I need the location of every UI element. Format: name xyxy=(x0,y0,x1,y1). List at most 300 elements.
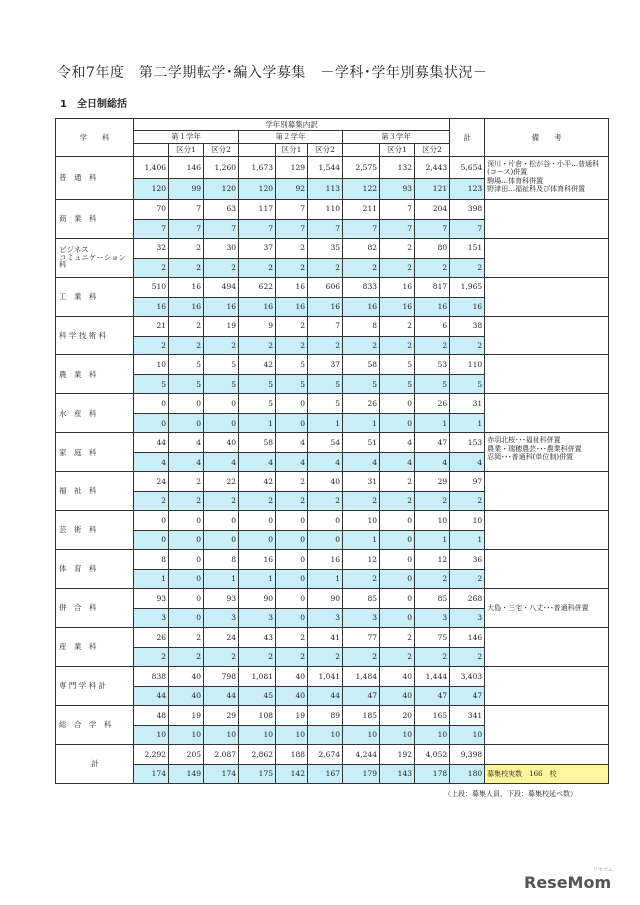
subject-name: 総 合 学 科 xyxy=(56,705,134,744)
cell-lower: 2 xyxy=(380,492,415,511)
cell-lower: 179 xyxy=(343,764,380,783)
cell-upper: 2 xyxy=(276,628,308,648)
cell-upper: 2,862 xyxy=(239,744,276,764)
table-row-upper xyxy=(56,316,609,336)
cell-upper: 151 xyxy=(450,238,485,258)
cell-upper: 21 xyxy=(134,316,169,336)
cell-lower: 5 xyxy=(239,375,276,394)
cell-upper: 42 xyxy=(239,355,276,375)
cell-upper: 817 xyxy=(415,277,450,297)
subject-name: 計 xyxy=(56,744,134,783)
cell-upper: 4 xyxy=(380,433,415,453)
page-title: 令和7年度 第二学期転学･編入学募集 －学科･学年別募集状況－ xyxy=(57,65,488,81)
cell-lower: 5 xyxy=(308,375,343,394)
cell-lower: 1 xyxy=(134,570,169,589)
cell-upper: 1,544 xyxy=(308,157,343,179)
cell-lower: 92 xyxy=(276,178,308,199)
cell-upper: 146 xyxy=(450,628,485,648)
cell-upper: 606 xyxy=(308,277,343,297)
remarks-cell xyxy=(485,511,609,550)
cell-lower: 2 xyxy=(204,492,239,511)
cell-lower: 4 xyxy=(239,453,276,472)
cell-upper: 97 xyxy=(450,472,485,492)
cell-upper: 54 xyxy=(308,433,343,453)
cell-lower: 2 xyxy=(415,336,450,355)
cell-lower: 2 xyxy=(450,258,485,277)
remarks-cell: 赤羽北桜･･･福祉科併置 農業・瑞穂農芸･･･農業科併置 忍岡･･･普通科(単位制)併置 xyxy=(485,433,609,472)
table-row-upper xyxy=(56,157,609,179)
cell-upper: 8 xyxy=(204,550,239,570)
subject-name: 福 祉 科 xyxy=(56,472,134,511)
subject-name: 水 産 科 xyxy=(56,394,134,433)
cell-lower: 2 xyxy=(276,336,308,355)
cell-upper: 89 xyxy=(308,705,343,725)
subject-name: 家 庭 科 xyxy=(56,433,134,472)
cell-lower: 5 xyxy=(169,375,204,394)
cell-lower: 0 xyxy=(239,531,276,550)
grade1-kubun2: 区分2 xyxy=(204,144,239,157)
cell-upper: 16 xyxy=(276,277,308,297)
cell-upper: 24 xyxy=(134,472,169,492)
remarks-cell xyxy=(485,705,609,744)
table-row-upper xyxy=(56,705,609,725)
cell-lower: 0 xyxy=(204,414,239,433)
cell-lower: 2 xyxy=(343,258,380,277)
grade1-header: 第１学年 xyxy=(134,131,239,144)
cell-upper: 37 xyxy=(239,238,276,258)
cell-lower: 10 xyxy=(343,725,380,744)
cell-lower: 2 xyxy=(204,648,239,667)
cell-upper: 40 xyxy=(169,666,204,686)
cell-lower: 0 xyxy=(380,531,415,550)
cell-lower: 1 xyxy=(308,414,343,433)
table-row-upper xyxy=(56,238,609,258)
cell-lower: 178 xyxy=(415,764,450,783)
school-count-note: 募集校実数 166 校 xyxy=(485,764,609,783)
cell-lower: 2 xyxy=(276,648,308,667)
cell-lower: 10 xyxy=(134,725,169,744)
cell-lower: 120 xyxy=(134,178,169,199)
cell-upper: 26 xyxy=(134,628,169,648)
cell-upper: 494 xyxy=(204,277,239,297)
cell-lower: 0 xyxy=(276,570,308,589)
cell-lower: 2 xyxy=(169,492,204,511)
cell-lower: 120 xyxy=(204,178,239,199)
cell-lower: 7 xyxy=(204,219,239,238)
cell-lower: 3 xyxy=(308,609,343,628)
cell-lower: 143 xyxy=(380,764,415,783)
cell-upper: 10 xyxy=(415,511,450,531)
cell-lower: 16 xyxy=(204,297,239,316)
remarks-blank xyxy=(485,744,609,764)
cell-lower: 2 xyxy=(343,570,380,589)
cell-lower: 1 xyxy=(239,414,276,433)
cell-upper: 37 xyxy=(308,355,343,375)
cell-lower: 2 xyxy=(450,492,485,511)
cell-lower: 2 xyxy=(169,648,204,667)
section-heading: 1 全日制総括 xyxy=(60,99,127,110)
cell-upper: 798 xyxy=(204,666,239,686)
subject-name: 専 門 学 科 計 xyxy=(56,666,134,705)
cell-upper: 1,673 xyxy=(239,157,276,179)
grade3-kubun1: 区分1 xyxy=(380,144,415,157)
cell-lower: 113 xyxy=(308,178,343,199)
cell-upper: 0 xyxy=(204,511,239,531)
cell-lower: 5 xyxy=(380,375,415,394)
cell-lower: 40 xyxy=(169,686,204,705)
cell-upper: 0 xyxy=(204,394,239,414)
cell-lower: 121 xyxy=(415,178,450,199)
subject-name: 科 学 技 術 科 xyxy=(56,316,134,355)
cell-upper: 58 xyxy=(343,355,380,375)
subject-name: 普 通 科 xyxy=(56,157,134,200)
cell-lower: 1 xyxy=(343,414,380,433)
cell-upper: 2 xyxy=(380,238,415,258)
cell-upper: 1,444 xyxy=(415,666,450,686)
cell-upper: 80 xyxy=(415,238,450,258)
cell-lower: 2 xyxy=(450,336,485,355)
cell-lower: 16 xyxy=(239,297,276,316)
cell-upper: 10 xyxy=(343,511,380,531)
cell-upper: 63 xyxy=(204,199,239,219)
cell-lower: 4 xyxy=(450,453,485,472)
cell-lower: 0 xyxy=(169,609,204,628)
cell-upper: 48 xyxy=(134,705,169,725)
cell-upper: 117 xyxy=(239,199,276,219)
cell-lower: 174 xyxy=(204,764,239,783)
cell-upper: 51 xyxy=(343,433,380,453)
remarks-cell xyxy=(485,394,609,433)
grade2-kubun2: 区分2 xyxy=(308,144,343,157)
cell-upper: 29 xyxy=(204,705,239,725)
cell-lower: 4 xyxy=(380,453,415,472)
cell-lower: 1 xyxy=(308,570,343,589)
cell-upper: 2 xyxy=(380,628,415,648)
cell-lower: 149 xyxy=(169,764,204,783)
cell-lower: 7 xyxy=(308,219,343,238)
cell-lower: 2 xyxy=(308,336,343,355)
cell-lower: 47 xyxy=(343,686,380,705)
cell-upper: 1,081 xyxy=(239,666,276,686)
cell-upper: 58 xyxy=(239,433,276,453)
cell-lower: 7 xyxy=(276,219,308,238)
cell-upper: 110 xyxy=(450,355,485,375)
cell-lower: 16 xyxy=(343,297,380,316)
cell-lower: 2 xyxy=(450,570,485,589)
cell-lower: 7 xyxy=(169,219,204,238)
cell-lower: 7 xyxy=(134,219,169,238)
cell-lower: 2 xyxy=(415,648,450,667)
cell-lower: 2 xyxy=(415,492,450,511)
cell-upper: 2 xyxy=(169,316,204,336)
table-row-upper xyxy=(56,589,609,609)
cell-upper: 30 xyxy=(204,238,239,258)
cell-upper: 16 xyxy=(380,277,415,297)
cell-upper: 5 xyxy=(380,355,415,375)
cell-upper: 0 xyxy=(380,394,415,414)
cell-upper: 41 xyxy=(308,628,343,648)
grade1-kubun1: 区分1 xyxy=(169,144,204,157)
cell-lower: 2 xyxy=(343,336,380,355)
cell-upper: 19 xyxy=(204,316,239,336)
subject-name: 商 業 科 xyxy=(56,199,134,238)
cell-upper: 0 xyxy=(169,394,204,414)
cell-upper: 268 xyxy=(450,589,485,609)
cell-lower: 0 xyxy=(380,414,415,433)
cell-upper: 2,443 xyxy=(415,157,450,179)
cell-upper: 0 xyxy=(169,511,204,531)
cell-upper: 93 xyxy=(134,589,169,609)
cell-lower: 16 xyxy=(380,297,415,316)
cell-upper: 4 xyxy=(276,433,308,453)
subject-name: 農 業 科 xyxy=(56,355,134,394)
grade3-blank xyxy=(343,144,380,157)
cell-lower: 5 xyxy=(343,375,380,394)
cell-lower: 3 xyxy=(450,609,485,628)
cell-upper: 1,041 xyxy=(308,666,343,686)
cell-lower: 2 xyxy=(380,258,415,277)
cell-lower: 2 xyxy=(239,648,276,667)
cell-upper: 622 xyxy=(239,277,276,297)
cell-lower: 1 xyxy=(450,414,485,433)
cell-lower: 2 xyxy=(169,336,204,355)
cell-lower: 16 xyxy=(308,297,343,316)
cell-lower: 4 xyxy=(169,453,204,472)
cell-lower: 5 xyxy=(276,375,308,394)
cell-upper: 341 xyxy=(450,705,485,725)
cell-upper: 40 xyxy=(308,472,343,492)
cell-lower: 5 xyxy=(415,375,450,394)
cell-lower: 1 xyxy=(450,531,485,550)
cell-lower: 3 xyxy=(204,609,239,628)
cell-upper: 110 xyxy=(308,199,343,219)
cell-lower: 44 xyxy=(308,686,343,705)
table-row-upper xyxy=(56,744,609,764)
cell-lower: 7 xyxy=(450,219,485,238)
cell-upper: 26 xyxy=(343,394,380,414)
cell-upper: 0 xyxy=(239,511,276,531)
grade2-blank xyxy=(239,144,276,157)
cell-upper: 4 xyxy=(169,433,204,453)
cell-upper: 29 xyxy=(415,472,450,492)
cell-upper: 53 xyxy=(415,355,450,375)
subject-name: 産 業 科 xyxy=(56,628,134,667)
table-row-upper xyxy=(56,628,609,648)
cell-lower: 3 xyxy=(239,609,276,628)
remarks-header: 備 考 xyxy=(485,119,609,157)
remarks-cell xyxy=(485,277,609,316)
cell-lower: 7 xyxy=(343,219,380,238)
cell-upper: 838 xyxy=(134,666,169,686)
cell-upper: 4,052 xyxy=(415,744,450,764)
resemom-logo: ReseMom xyxy=(524,873,612,892)
cell-lower: 0 xyxy=(169,570,204,589)
cell-lower: 45 xyxy=(239,686,276,705)
cell-lower: 0 xyxy=(276,609,308,628)
grade1-blank xyxy=(134,144,169,157)
cell-lower: 2 xyxy=(204,336,239,355)
subject-name: ビジネス コミュニケーション科 xyxy=(56,238,134,277)
cell-lower: 1 xyxy=(415,531,450,550)
cell-upper: 0 xyxy=(380,550,415,570)
cell-upper: 75 xyxy=(415,628,450,648)
cell-upper: 9,398 xyxy=(450,744,485,764)
cell-lower: 10 xyxy=(276,725,308,744)
cell-lower: 2 xyxy=(134,336,169,355)
remarks-cell xyxy=(485,316,609,355)
cell-lower: 175 xyxy=(239,764,276,783)
cell-upper: 211 xyxy=(343,199,380,219)
cell-upper: 16 xyxy=(239,550,276,570)
cell-lower: 16 xyxy=(169,297,204,316)
cell-upper: 2 xyxy=(276,472,308,492)
cell-upper: 0 xyxy=(276,589,308,609)
cell-lower: 122 xyxy=(343,178,380,199)
cell-lower: 2 xyxy=(204,258,239,277)
cell-lower: 167 xyxy=(308,764,343,783)
cell-upper: 185 xyxy=(343,705,380,725)
cell-lower: 4 xyxy=(204,453,239,472)
breakdown-header: 学年別募集内訳 xyxy=(134,119,450,131)
table-row-upper xyxy=(56,355,609,375)
grade3-kubun2: 区分2 xyxy=(415,144,450,157)
cell-lower: 0 xyxy=(169,531,204,550)
cell-upper: 2 xyxy=(380,316,415,336)
cell-lower: 174 xyxy=(134,764,169,783)
cell-lower: 10 xyxy=(169,725,204,744)
cell-lower: 16 xyxy=(415,297,450,316)
remarks-cell xyxy=(485,238,609,277)
cell-upper: 31 xyxy=(343,472,380,492)
cell-lower: 10 xyxy=(239,725,276,744)
cell-lower: 2 xyxy=(343,492,380,511)
cell-lower: 1 xyxy=(204,570,239,589)
table-row-upper xyxy=(56,511,609,531)
cell-upper: 1,260 xyxy=(204,157,239,179)
cell-upper: 0 xyxy=(169,589,204,609)
cell-lower: 10 xyxy=(380,725,415,744)
cell-upper: 20 xyxy=(380,705,415,725)
cell-upper: 833 xyxy=(343,277,380,297)
subject-header: 学 科 xyxy=(56,119,134,157)
cell-lower: 2 xyxy=(239,258,276,277)
cell-lower: 142 xyxy=(276,764,308,783)
grade3-header: 第３学年 xyxy=(343,131,450,144)
remarks-cell: 深川・片倉・松が谷・小平…普通科(コース)併置 駒場…体育科併置 野津田…福祉科及び体育科併置 xyxy=(485,157,609,200)
cell-lower: 2 xyxy=(308,258,343,277)
cell-upper: 0 xyxy=(380,511,415,531)
cell-upper: 82 xyxy=(343,238,380,258)
cell-upper: 2,674 xyxy=(308,744,343,764)
cell-lower: 0 xyxy=(204,531,239,550)
cell-upper: 40 xyxy=(380,666,415,686)
cell-upper: 0 xyxy=(134,511,169,531)
cell-upper: 24 xyxy=(204,628,239,648)
cell-lower: 180 xyxy=(450,764,485,783)
cell-lower: 40 xyxy=(276,686,308,705)
cell-lower: 2 xyxy=(169,258,204,277)
cell-upper: 4,244 xyxy=(343,744,380,764)
cell-lower: 2 xyxy=(276,492,308,511)
cell-upper: 5,654 xyxy=(450,157,485,179)
total-header: 計 xyxy=(450,119,485,157)
cell-lower: 16 xyxy=(276,297,308,316)
cell-upper: 0 xyxy=(134,394,169,414)
cell-lower: 2 xyxy=(239,492,276,511)
cell-lower: 2 xyxy=(380,336,415,355)
cell-upper: 10 xyxy=(450,511,485,531)
cell-upper: 16 xyxy=(308,550,343,570)
cell-lower: 5 xyxy=(450,375,485,394)
cell-upper: 0 xyxy=(308,511,343,531)
cell-lower: 47 xyxy=(450,686,485,705)
remarks-cell xyxy=(485,550,609,589)
remarks-cell xyxy=(485,666,609,705)
cell-lower: 5 xyxy=(204,375,239,394)
table-row-upper xyxy=(56,666,609,686)
cell-upper: 12 xyxy=(343,550,380,570)
cell-upper: 38 xyxy=(450,316,485,336)
remarks-cell xyxy=(485,628,609,667)
cell-upper: 2 xyxy=(169,472,204,492)
cell-lower: 3 xyxy=(343,609,380,628)
cell-upper: 35 xyxy=(308,238,343,258)
cell-upper: 90 xyxy=(239,589,276,609)
cell-upper: 5 xyxy=(308,394,343,414)
table-row-upper xyxy=(56,199,609,219)
subject-name: 芸 術 科 xyxy=(56,511,134,550)
cell-lower: 0 xyxy=(380,609,415,628)
cell-lower: 1 xyxy=(239,570,276,589)
cell-upper: 7 xyxy=(380,199,415,219)
cell-upper: 40 xyxy=(204,433,239,453)
cell-lower: 16 xyxy=(450,297,485,316)
table-body xyxy=(56,157,609,784)
cell-upper: 85 xyxy=(343,589,380,609)
table-row-upper xyxy=(56,550,609,570)
cell-upper: 2 xyxy=(276,316,308,336)
cell-lower: 0 xyxy=(276,414,308,433)
cell-lower: 40 xyxy=(380,686,415,705)
cell-upper: 1,965 xyxy=(450,277,485,297)
cell-upper: 5 xyxy=(204,355,239,375)
cell-lower: 4 xyxy=(134,453,169,472)
cell-lower: 4 xyxy=(415,453,450,472)
remarks-cell xyxy=(485,199,609,238)
cell-upper: 32 xyxy=(134,238,169,258)
cell-upper: 0 xyxy=(276,511,308,531)
cell-upper: 0 xyxy=(276,550,308,570)
cell-upper: 19 xyxy=(276,705,308,725)
cell-lower: 16 xyxy=(134,297,169,316)
cell-upper: 26 xyxy=(415,394,450,414)
cell-lower: 99 xyxy=(169,178,204,199)
cell-lower: 0 xyxy=(134,531,169,550)
cell-lower: 4 xyxy=(343,453,380,472)
subject-name: 体 育 科 xyxy=(56,550,134,589)
cell-lower: 10 xyxy=(415,725,450,744)
cell-lower: 44 xyxy=(204,686,239,705)
subject-name: 工 業 科 xyxy=(56,277,134,316)
cell-upper: 0 xyxy=(276,394,308,414)
cell-upper: 165 xyxy=(415,705,450,725)
cell-upper: 5 xyxy=(239,394,276,414)
cell-lower: 2 xyxy=(276,258,308,277)
cell-lower: 93 xyxy=(380,178,415,199)
grade2-header: 第２学年 xyxy=(239,131,343,144)
cell-lower: 2 xyxy=(239,336,276,355)
cell-lower: 44 xyxy=(134,686,169,705)
